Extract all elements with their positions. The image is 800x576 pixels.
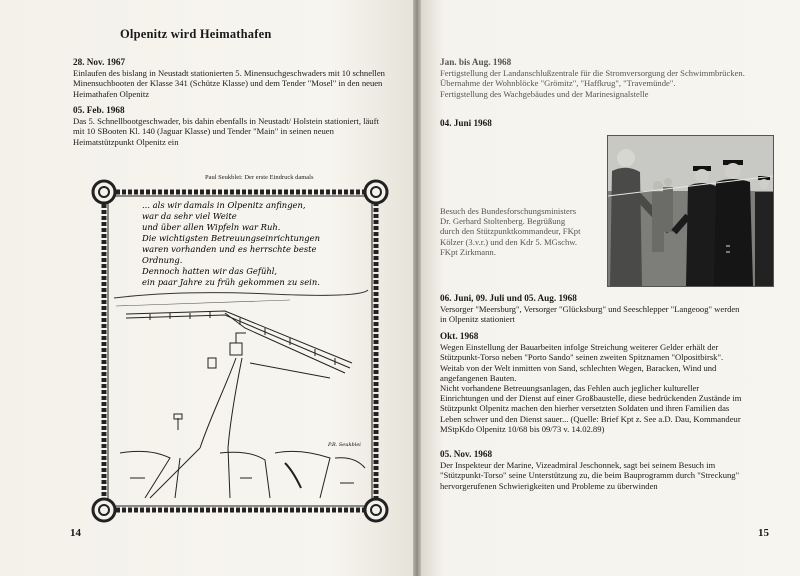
sea-line bbox=[116, 300, 290, 306]
entry-line: Wegen Einstellung der Bauarbeiten infolge Streichung weiterer Gelder erhält der bbox=[440, 342, 719, 353]
entry-line: Nicht vorhandene Betreuungsanlagen, das Fehlen auch jeglicher kultureller bbox=[440, 383, 700, 394]
page-number: 15 bbox=[758, 527, 769, 539]
entry-line: hervorgerufenen Schwierigkeiten und Probleme zu überwinden bbox=[440, 480, 658, 491]
book-gutter bbox=[413, 0, 421, 576]
entry-line: Einrichtungen und der Dienst auf einer Großbaustelle, diese bedrückenden Zustände im bbox=[440, 393, 742, 404]
caption-line: Dr. Gerhard Stoltenberg. Begrüßung bbox=[440, 216, 566, 227]
entry-date: Jan. bis Aug. 1968 bbox=[440, 57, 512, 67]
horizon-line bbox=[114, 290, 368, 298]
caption-line: Kölzer (3.v.r.) und den Kdr 5. MGschw. bbox=[440, 236, 578, 247]
photo-caption bbox=[440, 206, 610, 257]
illustration-caption: Paul Seukblei: Der erste Eindruck damals bbox=[205, 174, 314, 181]
entry-1968-11-05 bbox=[440, 449, 790, 491]
handwriting-line: und über allen Wipfeln war Ruh. bbox=[142, 222, 281, 232]
page-number: 14 bbox=[70, 527, 81, 539]
entry-1968-oct bbox=[440, 331, 790, 434]
handwriting-line: ... als wir damals in Olpenitz anfingen, bbox=[142, 200, 306, 210]
entry-1968-02-05 bbox=[73, 105, 403, 147]
entry-line: Minensuchbooten der Klasse 341 (Schütze Klasse) und dem Tender "Mosel" in den neuen bbox=[73, 78, 383, 89]
signature: P.R. Seukblei bbox=[328, 442, 361, 448]
handwriting-line: war da sehr viel Weite bbox=[142, 211, 237, 221]
entry-line: Leben schwer und den Dienst sauer... (Quelle: Brief Kpt z. See a.D. Dau, Kommandeur bbox=[440, 413, 741, 424]
entry-line: Fertigstellung des Wachgebäudes und der Marinesignalstelle bbox=[440, 88, 649, 99]
entry-line: Das 5. Schnellbootgeschwader, bis dahin ebenfalls in Neustadt/ Holstein stationiert, läuft bbox=[73, 116, 379, 127]
photo-figure-officer-3 bbox=[755, 176, 773, 286]
caption-line: durch den Stützpunktkommandeur, FKpt bbox=[440, 226, 581, 237]
caption-line: Besuch des Bundesforschungsministers bbox=[440, 206, 577, 216]
entry-date: Okt. 1968 bbox=[440, 331, 479, 341]
entry-line: Versorger "Meersburg", Versorger "Glücksburg" und Seeschlepper "Langeoog" werden bbox=[440, 304, 740, 315]
entry-line: Einlaufen des bislang in Neustadt stationierten 5. Minensuchgeschwaders mit 10 schnellen bbox=[73, 68, 385, 79]
corner-knot-bl bbox=[93, 499, 115, 521]
entry-line: "Stützpunkt-Torso" seine Unterstützung zu, die beim Bauprogramm durch "Streckung" bbox=[440, 470, 740, 481]
entry-1968-06-04 bbox=[440, 118, 600, 129]
entry-line: Stützpunkt Olpenitz machen den hierher versetzten Soldaten und ihren Familien das bbox=[440, 403, 730, 414]
handwriting-line: waren vorhanden und es herrschte beste bbox=[142, 244, 317, 254]
entry-line: Der Inspekteur der Marine, Vizeadmiral Jeschonnek, sagt bei seinem Besuch im bbox=[440, 460, 716, 471]
entry-line: Fertigstellung der Landanschlußzentrale für die Stromversorgung der Schwimmbrücken. bbox=[440, 68, 745, 79]
entry-date: 05. Feb. 1968 bbox=[73, 105, 125, 115]
handwriting-line: Die wichtigsten Betreuungseinrichtungen bbox=[142, 233, 320, 243]
entry-date: 05. Nov. 1968 bbox=[440, 449, 493, 459]
pier-drawing bbox=[126, 311, 352, 373]
entry-1968-jun-aug bbox=[440, 293, 790, 325]
entry-line: angefangenen Bauten. bbox=[440, 372, 517, 383]
entry-line: Stützpunkt-Torso neben "Porto Sando" seinen zweiten Spitznamen "Olpositbirsk". bbox=[440, 352, 724, 363]
handwriting-line: Ordnung. bbox=[142, 255, 183, 265]
right-page bbox=[421, 0, 800, 576]
entry-line: Heimathafen Olpenitz bbox=[73, 88, 150, 99]
entry-date: 06. Juni, 09. Juli und 05. Aug. 1968 bbox=[440, 293, 577, 303]
page-title: Olpenitz wird Heimathafen bbox=[120, 27, 272, 41]
handwriting-line: Dennoch hatten wir das Gefühl, bbox=[142, 266, 278, 276]
road-drawing bbox=[150, 358, 330, 498]
corner-knot-tl bbox=[93, 181, 115, 203]
corner-knot-tr bbox=[365, 181, 387, 203]
corner-knot-br bbox=[365, 499, 387, 521]
entry-line: Weitab von der Welt inmitten von Sand, schlechten Wegen, Baracken, Wind und bbox=[440, 362, 717, 373]
entry-1967-11-28 bbox=[73, 57, 403, 99]
entry-line: Heimatstützpunkt Olpenitz ein bbox=[73, 136, 179, 147]
cartoon-illustration bbox=[90, 178, 390, 523]
entry-line: MStpKdo Olpenitz 10/68 bis 09/73 v. 14.02.89) bbox=[440, 423, 605, 434]
entry-date: 28. Nov. 1967 bbox=[73, 57, 126, 67]
visit-photo bbox=[607, 135, 774, 287]
entry-1968-jan-aug bbox=[440, 57, 790, 99]
entry-line: Übernahme der Wohnblöcke "Grömitz", "Haffkrug", "Travemünde". bbox=[440, 78, 676, 89]
entry-line: mit 10 SBooten Kl. 140 (Jaguar Klasse) und Tender "Main" in seinen neuen bbox=[73, 126, 334, 137]
harbour-structures bbox=[208, 333, 246, 368]
handwriting-line: ein paar Jahre zu früh gekommen zu sein. bbox=[142, 277, 320, 287]
entry-line: in Olpenitz stationiert bbox=[440, 314, 515, 325]
entry-date: 04. Juni 1968 bbox=[440, 118, 492, 128]
signpost bbox=[174, 414, 182, 430]
caption-line: FKpt Zirkmann. bbox=[440, 246, 496, 257]
